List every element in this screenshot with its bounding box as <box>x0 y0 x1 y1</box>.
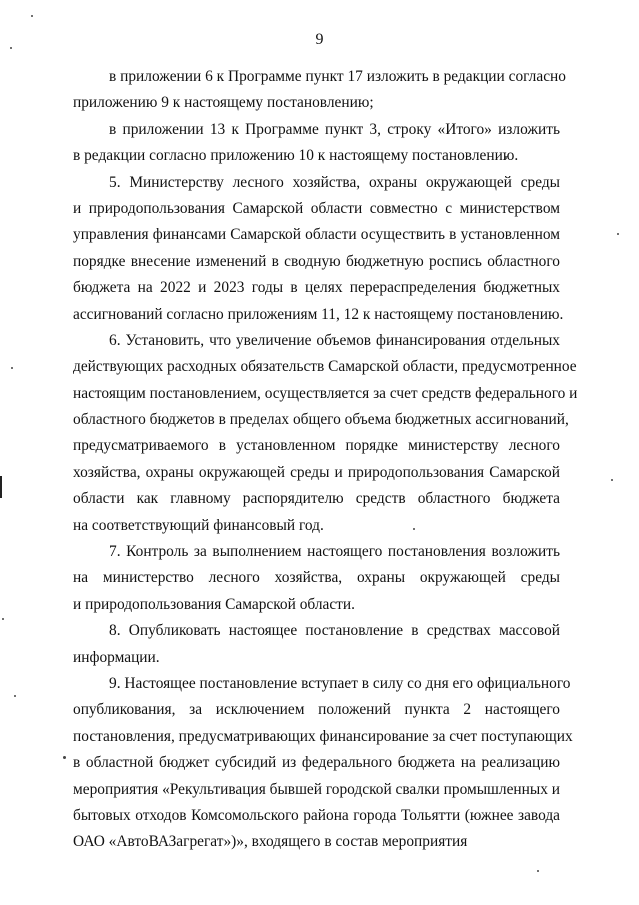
text-line: области как главному распорядителю средств областного бюджета <box>73 490 560 508</box>
text-line: настоящим постановлением, осуществляется за счет средств федерального и <box>73 384 578 402</box>
text-line: приложению 9 к настоящему постановлению; <box>73 94 374 112</box>
scan-speck <box>617 233 619 235</box>
text-line: предусматриваемого в установленном порядке министерству лесного <box>73 437 560 455</box>
text-line: порядке внесение изменений в сводную бюджетную роспись областного <box>73 252 560 270</box>
scan-speck <box>63 756 66 759</box>
paragraph-p4 <box>73 328 578 539</box>
paragraph-p2 <box>73 117 560 170</box>
scan-speck <box>31 15 33 17</box>
text-line: 8. Опубликовать настоящее постановление в средствах массовой <box>109 622 560 640</box>
text-line: ОАО «АвтоВАЗагрегат»)», входящего в состав мероприятия <box>73 833 468 851</box>
text-line: областного бюджетов в пределах общего объема бюджетных ассигнований, <box>73 411 569 429</box>
text-line: хозяйства, охраны окружающей среды и природопользования Самарской <box>73 463 560 481</box>
text-line: в приложении 13 к Программе пункт 3, строку «Итого» изложить <box>109 120 560 138</box>
text-line: и природопользования Самарской области. <box>73 595 355 613</box>
text-line: в редакции согласно приложению 10 к настоящему постановлению. <box>73 147 519 165</box>
text-line: бюджета на 2022 и 2023 годы в целях перераспределения бюджетных <box>73 279 560 297</box>
scan-speck <box>537 870 539 872</box>
text-line: на соответствующий финансовый год. <box>73 516 324 534</box>
text-line: на министерство лесного хозяйства, охраны окружающей среды <box>73 569 560 587</box>
paragraph-p5 <box>73 539 560 618</box>
text-line: и природопользования Самарской области совместно с министерством <box>73 199 560 217</box>
scan-binder-mark <box>0 476 2 498</box>
paragraph-p7 <box>73 671 573 856</box>
document-body <box>73 64 578 856</box>
paragraph-p6 <box>73 618 560 671</box>
text-line: действующих расходных обязательств Самарской области, предусмотренное <box>73 358 577 376</box>
page-number: 9 <box>315 31 324 48</box>
text-line: управления финансами Самарской области осуществить в установленном <box>73 226 560 244</box>
text-line: постановления, предусматривающих финансирование за счет поступающих <box>73 727 573 745</box>
text-line: опубликования, за исключением положений пункта 2 настоящего <box>73 701 560 719</box>
text-line: информации. <box>73 648 160 666</box>
text-line: бытовых отходов Комсомольского района города Тольятти (южнее завода <box>73 806 560 824</box>
text-line: 9. Настоящее постановление вступает в силу со дня его официального <box>109 674 571 692</box>
scan-speck <box>11 367 13 369</box>
text-line: мероприятия «Рекультивация бывшей городской свалки промышленных и <box>73 780 561 798</box>
text-line: 6. Установить, что увеличение объемов финансирования отдельных <box>109 331 560 349</box>
text-line: 5. Министерству лесного хозяйства, охраны окружающей среды <box>109 173 560 191</box>
paragraph-p1 <box>73 64 566 117</box>
text-line: в приложении 6 к Программе пункт 17 изложить в редакции согласно <box>109 68 566 85</box>
scan-speck <box>611 479 613 481</box>
paragraph-p3 <box>73 170 564 328</box>
text-line: в областной бюджет субсидий из федерального бюджета на реализацию <box>73 754 560 772</box>
text-line: 7. Контроль за выполнением настоящего постановления возложить <box>109 543 560 561</box>
scan-speck <box>2 618 4 620</box>
text-line: ассигнований согласно приложениям 11, 12 к настоящему постановлению. <box>73 305 564 323</box>
scan-speck <box>14 695 16 697</box>
scan-speck <box>10 47 12 49</box>
